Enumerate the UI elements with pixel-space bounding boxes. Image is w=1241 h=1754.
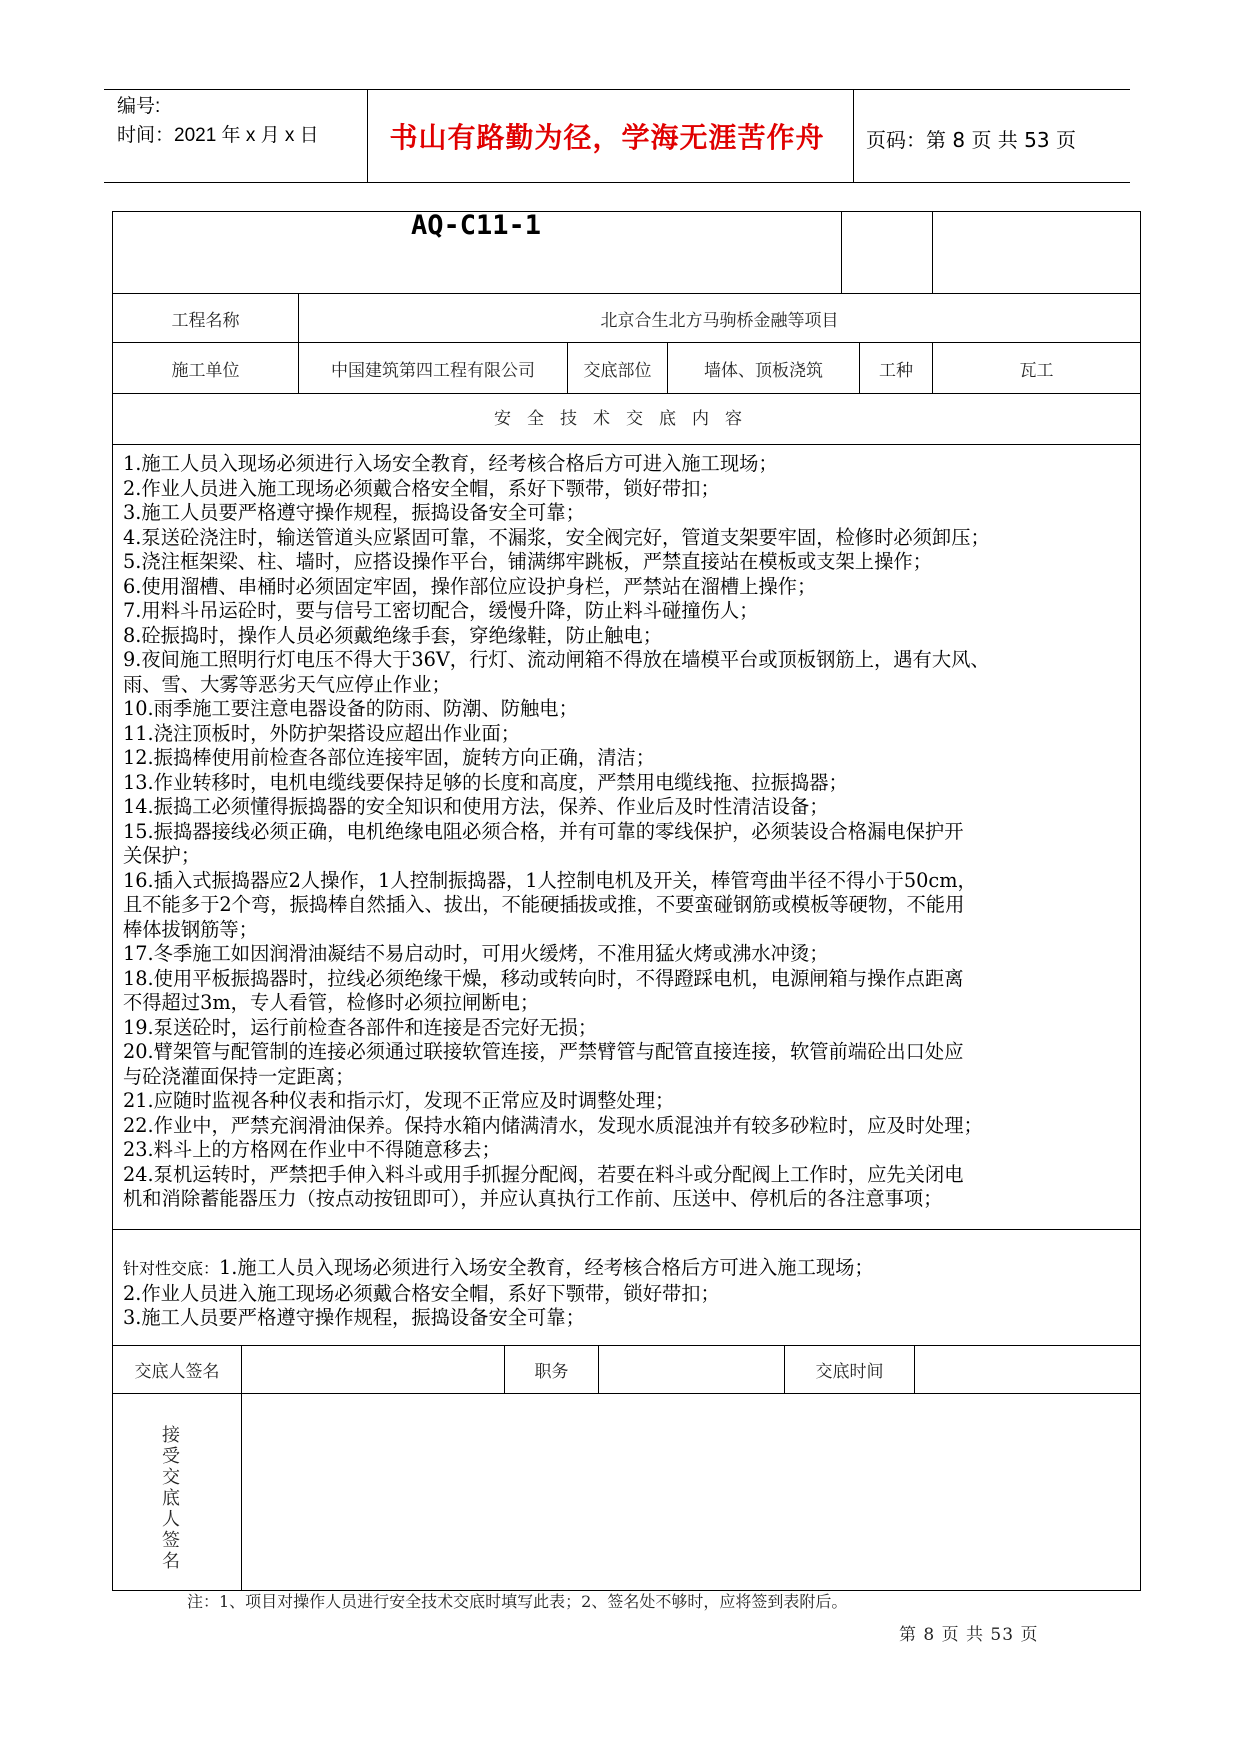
header-divider-right — [853, 90, 854, 182]
content-line: 且不能多于2个弯，振捣棒自然插入、拔出，不能硬插拔或推，不要蛮碰钢筋或模板等硬物，不能用 — [123, 893, 965, 916]
content-line: 13.作业转移时，电机电缆线要保持足够的长度和高度，严禁用电缆线拖、拉振捣器； — [123, 770, 848, 794]
content-line: 关保护； — [123, 844, 201, 867]
signer-field[interactable] — [242, 1346, 504, 1393]
header-meta — [117, 92, 319, 150]
content-line: 1.施工人员入现场必须进行入场安全教育，经考核合格后方可进入施工现场； — [123, 452, 778, 475]
position-label: 职务 — [534, 1362, 569, 1382]
content-line: 14.振捣工必须懂得振捣器的安全知识和使用方法，保养、作业后及时性清洁设备； — [123, 795, 829, 818]
trade-label: 工种 — [879, 360, 913, 381]
project-name-value: 北京合生北方马驹桥金融等项目 — [600, 310, 839, 331]
form-code: AQ-C11-1 — [410, 210, 542, 241]
content-line: 雨、雪、大雾等恶劣天气应停止作业； — [123, 672, 451, 696]
document-number-label: 编号: — [117, 96, 161, 117]
content-line: 4.泵送砼浇注时，输送管道头应紧固可靠，不漏浆，安全阀完好，管道支架要牢固，检修时必须卸压； — [123, 525, 990, 549]
section-title: 安全技术交底内容 — [494, 409, 758, 429]
content-line: 2.作业人员进入施工现场必须戴合格安全帽，系好下颚带，锁好带扣； — [123, 476, 720, 500]
header-bottom-rule — [104, 182, 1130, 183]
header-motto: 书山有路勤为径，学海无涯苦作舟 — [389, 121, 825, 154]
targeted-label: 针对性交底： — [123, 1259, 220, 1278]
content-line: 棒体拔钢筋等； — [123, 917, 258, 941]
content-line: 10.雨季施工要注意电器设备的防雨、防潮、防触电； — [123, 697, 578, 720]
content-line: 22.作业中，严禁充润滑油保养。保持水箱内储满清水，发现水质混浊并有较多砂粒时，应及时处理； — [123, 1113, 983, 1137]
content-line: 3.施工人员要严格遵守操作规程，振捣设备安全可靠； — [123, 501, 585, 524]
content-line: 15.振捣器接线必须正确，电机绝缘电阻必须合格，并有可靠的零线保护，必须装设合格漏电保护开 — [123, 819, 964, 843]
briefing-time-field[interactable] — [915, 1346, 1140, 1393]
position-field[interactable] — [599, 1346, 784, 1393]
targeted-line: 1.施工人员入现场必须进行入场安全教育，经考核合格后方可进入施工现场； — [219, 1256, 874, 1279]
form-border-right — [1140, 211, 1141, 1591]
content-line: 6.使用溜槽、串桶时必须固定牢固，操作部位应设护身栏，严禁站在溜槽上操作； — [123, 574, 817, 598]
content-line: 17.冬季施工如因润滑油凝结不易启动时，可用火缓烤，不准用猛火烤或沸水冲烫； — [123, 942, 829, 965]
code-row-divider-1 — [841, 211, 842, 294]
content-line: 7.用料斗吊运砼时，要与信号工密切配合，缓慢升降，防止料斗碰撞伤人； — [123, 599, 759, 622]
form-note: 注：1、项目对操作人员进行安全技术交底时填写此表；2、签名处不够时，应将签到表附后。 — [187, 1592, 848, 1611]
header-page-label: 页码：第 8 页 共 53 页 — [866, 128, 1076, 152]
trade-value: 瓦工 — [1019, 360, 1054, 381]
content-line: 21.应随时监视各种仪表和指示灯，发现不正常应及时调整处理； — [123, 1089, 675, 1112]
targeted-line: 2.作业人员进入施工现场必须戴合格安全帽，系好下颚带，锁好带扣； — [123, 1281, 720, 1305]
page-footer: 第 8 页 共 53 页 — [899, 1625, 1039, 1645]
content-line: 与砼浇灌面保持一定距离； — [123, 1064, 355, 1088]
content-line: 24.泵机运转时，严禁把手伸入料斗或用手抓握分配阀，若要在料斗或分配阀上工作时，应先关闭电 — [123, 1162, 964, 1186]
content-line: 8.砼振捣时，操作人员必须戴绝缘手套，穿绝缘鞋，防止触电； — [123, 623, 662, 647]
rule-after-section-title — [112, 444, 1141, 445]
targeted-briefing — [123, 1256, 1135, 1331]
content-line: 23.料斗上的方格网在作业中不得随意移去； — [123, 1138, 501, 1161]
content-line: 19.泵送砼时，运行前检查各部件和连接是否完好无损； — [123, 1015, 598, 1039]
header-top-rule — [104, 89, 1130, 90]
contractor-value: 中国建筑第四工程有限公司 — [331, 360, 535, 381]
content-line: 不得超过3m，专人看管，检修时必须拉闸断电； — [123, 991, 540, 1014]
content-line: 20.臂架管与配管制的连接必须通过联接软管连接，严禁臂管与配管直接连接，软管前端砼出口处应 — [123, 1040, 964, 1063]
part-value: 墙体、顶板浇筑 — [704, 360, 823, 381]
content-line: 16.插入式振捣器应2人操作，1人控制振捣器，1人控制电机及开关，棒管弯曲半径不得小于50cm， — [123, 868, 977, 892]
content-line: 5.浇注框架梁、柱、墙时，应搭设操作平台，铺满绑牢跳板，严禁直接站在模板或支架上操作； — [123, 550, 932, 573]
safety-content — [123, 452, 1135, 1212]
rule-after-contractor — [112, 393, 1141, 394]
content-line: 18.使用平板振捣器时，拉线必须绝缘干燥，移动或转向时，不得蹬踩电机，电源闸箱与操作点距离 — [123, 966, 964, 990]
signer-label: 交底人签名 — [134, 1362, 220, 1382]
rule-after-content — [112, 1229, 1141, 1230]
content-line: 9.夜间施工照明行灯电压不得大于36V，行灯、流动闸箱不得放在墙模平台或顶板钢筋上，遇有大风、 — [123, 648, 990, 671]
receiver-signature-area[interactable] — [242, 1394, 1140, 1590]
briefing-time-label: 交底时间 — [815, 1362, 884, 1382]
content-line: 11.浇注顶板时，外防护架搭设应超出作业面； — [123, 721, 521, 745]
receiver-signature-label: 接受交底人签名 — [162, 1425, 180, 1572]
document-time: 时间：2021 年 x 月 x 日 — [117, 125, 319, 146]
targeted-line: 3.施工人员要严格遵守操作规程，振捣设备安全可靠； — [123, 1306, 585, 1329]
content-line: 12.振捣棒使用前检查各部位连接牢固，旋转方向正确，清洁； — [123, 746, 655, 769]
contractor-label: 施工单位 — [171, 360, 240, 381]
code-row-divider-2 — [932, 211, 933, 294]
project-name-label: 工程名称 — [171, 310, 240, 331]
content-line: 机和消除蓄能器压力（按点动按钮即可），并应认真执行工作前、压送中、停机后的各注意事项； — [123, 1187, 943, 1210]
part-label: 交底部位 — [583, 360, 652, 381]
